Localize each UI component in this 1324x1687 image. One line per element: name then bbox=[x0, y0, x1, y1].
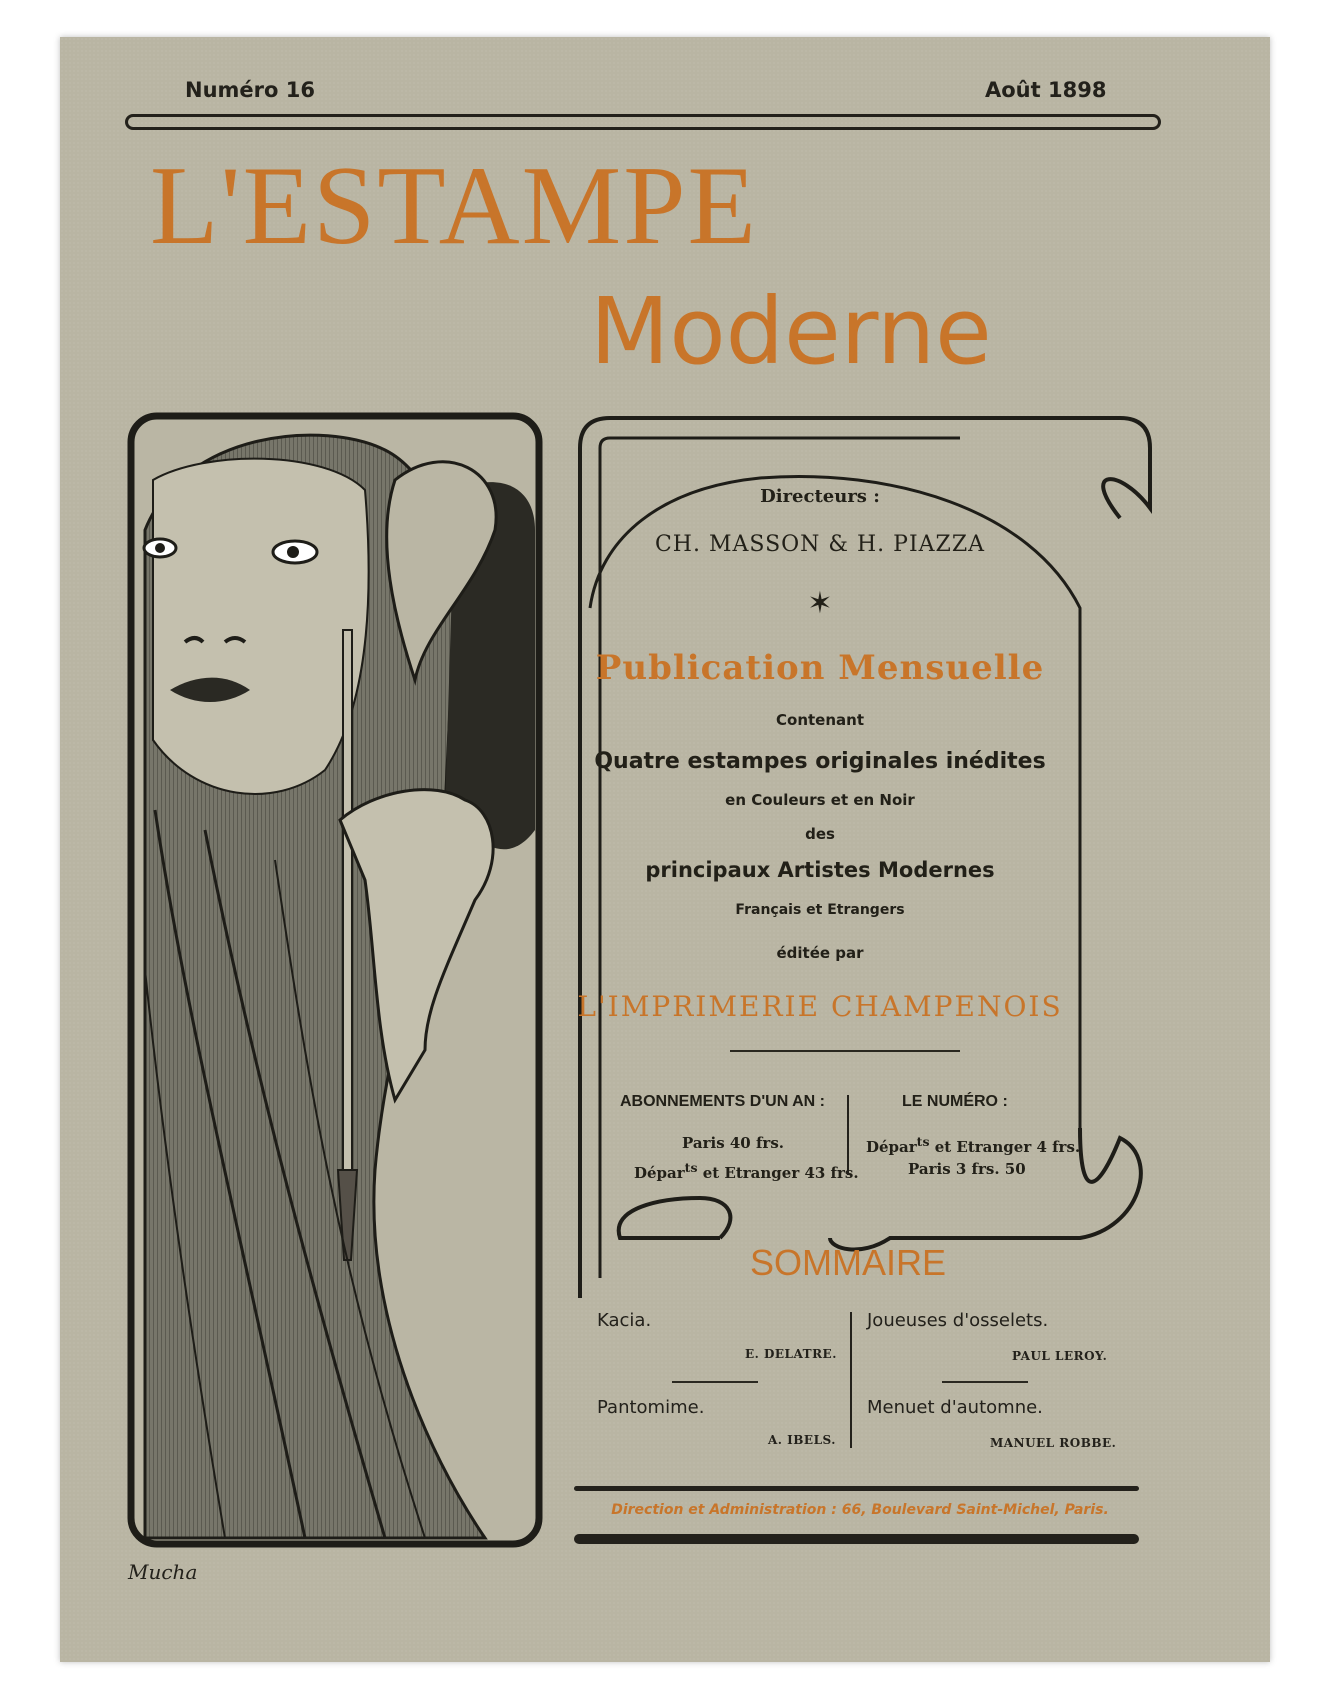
publication-line1: Contenant bbox=[776, 711, 864, 729]
issue-dept: Dépar$^{ts}$ et Etranger 4 frs. bbox=[866, 1134, 1081, 1156]
sommaire-item-title: Pantomime. bbox=[597, 1397, 705, 1418]
sommaire-item-artist: MANUEL ROBBE. bbox=[990, 1436, 1117, 1450]
publication-line7: éditée par bbox=[776, 944, 864, 962]
artist-signature: Mucha bbox=[128, 1560, 198, 1584]
divider bbox=[730, 1050, 960, 1052]
sommaire-divider bbox=[672, 1381, 758, 1383]
directors-names: CH. MASSON & H. PIAZZA bbox=[654, 532, 986, 557]
issue-date: Août 1898 bbox=[985, 78, 1107, 102]
subscription-label: ABONNEMENTS D'UN AN : bbox=[620, 1093, 825, 1110]
sommaire-item-artist: A. IBELS. bbox=[768, 1433, 836, 1447]
publication-line5: principaux Artistes Modernes bbox=[645, 858, 995, 882]
title-line2: Moderne bbox=[590, 278, 992, 385]
publication-line4: des bbox=[805, 825, 835, 843]
star-ornament: ✶ bbox=[807, 586, 833, 621]
sommaire-item-title: Menuet d'automne. bbox=[867, 1397, 1043, 1418]
subscription-dept: Dépar$^{ts}$ et Etranger 43 frs. bbox=[634, 1160, 859, 1182]
publication-line2: Quatre estampes originales inédites bbox=[594, 749, 1046, 774]
directors-label: Directeurs : bbox=[760, 486, 880, 507]
sommaire-column-divider bbox=[850, 1312, 852, 1448]
sommaire-item-title: Kacia. bbox=[597, 1310, 652, 1331]
issue-number: Numéro 16 bbox=[185, 78, 315, 102]
issue-paris: Paris 3 frs. 50 bbox=[908, 1160, 1026, 1178]
top-bar bbox=[125, 114, 1161, 130]
sommaire-divider bbox=[942, 1381, 1028, 1383]
sommaire-item-artist: E. DELATRE. bbox=[745, 1347, 837, 1361]
title-line1: L'ESTAMPE bbox=[150, 144, 758, 268]
publication-line6: Français et Etrangers bbox=[735, 902, 905, 918]
footer-bar-bottom bbox=[574, 1534, 1139, 1544]
footer-bar-top bbox=[574, 1486, 1139, 1491]
publisher-name: L'IMPRIMERIE CHAMPENOIS bbox=[577, 990, 1063, 1023]
publication-line3: en Couleurs et en Noir bbox=[725, 791, 915, 809]
illustration-panel bbox=[125, 410, 545, 1550]
issue-price-label: LE NUMÉRO : bbox=[902, 1093, 1008, 1110]
sommaire-heading: SOMMAIRE bbox=[750, 1242, 947, 1283]
footer-address: Direction et Administration : 66, Boulevard Saint-Michel, Paris. bbox=[611, 1502, 1109, 1518]
sommaire-item-title: Joueuses d'osselets. bbox=[867, 1310, 1049, 1331]
sommaire-item-artist: PAUL LEROY. bbox=[1012, 1349, 1108, 1363]
subscription-paris: Paris 40 frs. bbox=[682, 1134, 784, 1152]
publication-headline: Publication Mensuelle bbox=[595, 648, 1045, 688]
pricing-divider bbox=[847, 1095, 849, 1175]
